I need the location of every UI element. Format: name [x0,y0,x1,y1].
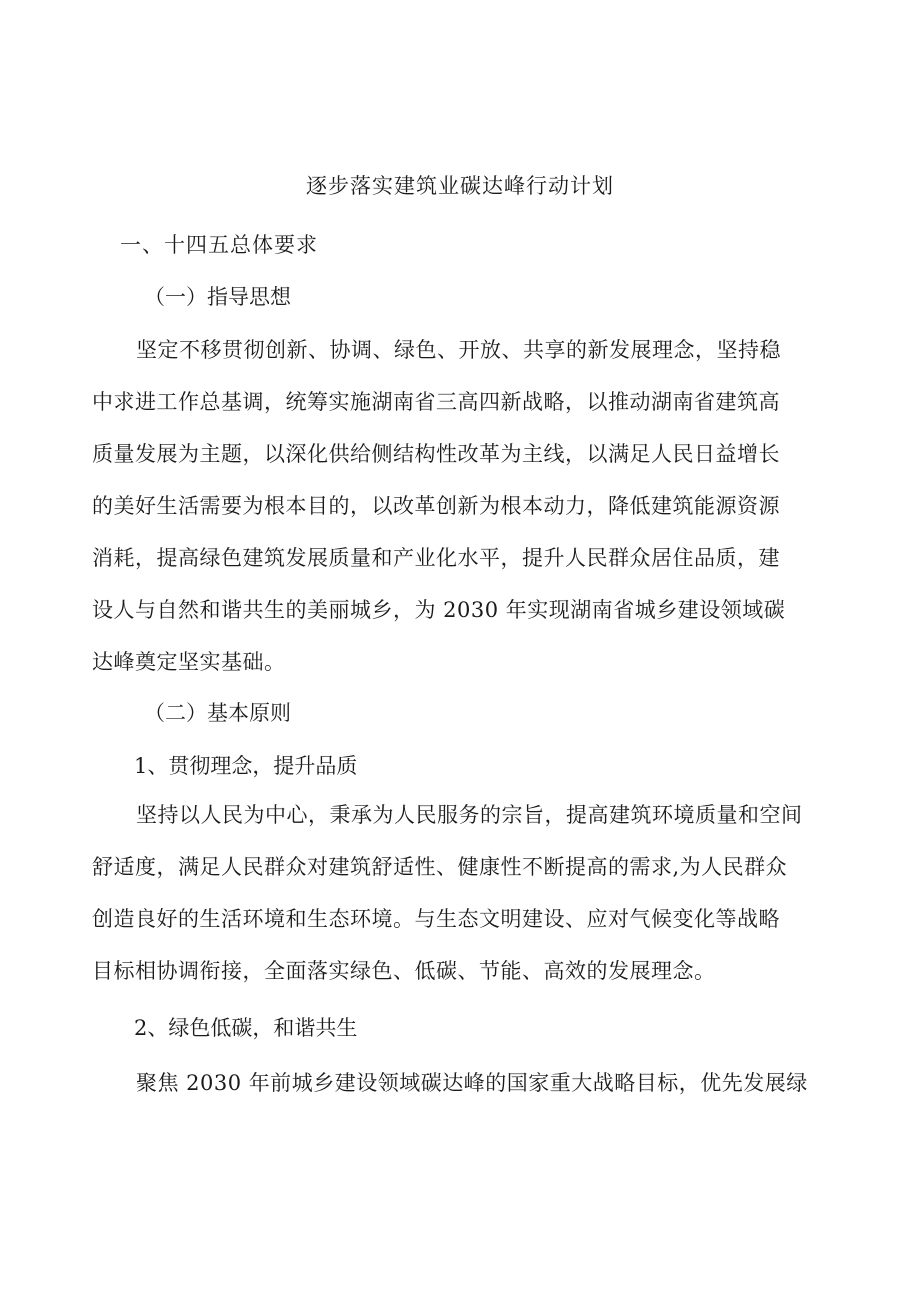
subsection-heading-guiding-ideology: （一）指导思想 [144,285,291,309]
paragraph-line: 设人与自然和谐共生的美丽城乡，为 2030 年实现湖南省城乡建设领域碳 [92,598,786,622]
paragraph-guiding-ideology [92,335,844,699]
paragraph-line: 达峰奠定坚实基础。 [92,650,286,674]
paragraph-line: 创造良好的生活环境和生态环境。与生态文明建设、应对气候变化等战略 [92,907,780,931]
paragraph-line: 坚持以人民为中心，秉承为人民服务的宗旨，提高建筑环境质量和空间 [136,803,803,827]
paragraph-line: 质量发展为主题，以深化供给侧结构性改革为主线，以满足人民日益增长 [92,442,780,466]
paragraph-line: 消耗，提高绿色建筑发展质量和产业化水平，提升人民群众居住品质，建 [92,546,780,570]
paragraph-line: 坚定不移贯彻创新、协调、绿色、开放、共享的新发展理念，坚持稳 [136,338,781,362]
section-heading-general-requirements: 一、十四五总体要求 [120,233,318,257]
principle-heading-1: 1、贯彻理念，提升品质 [134,754,358,778]
paragraph-line: 舒适度，满足人民群众对建筑舒适性、健康性不断提高的需求,为人民群众 [92,855,788,879]
paragraph-principle-2 [92,1068,844,1120]
paragraph-line: 中求进工作总基调，统筹实施湖南省三高四新战略，以推动湖南省建筑高 [92,390,780,414]
paragraph-principle-1 [92,800,844,1008]
paragraph-line: 聚焦 2030 年前城乡建设领域碳达峰的国家重大战略目标，优先发展绿 [136,1071,808,1095]
principle-heading-2: 2、绿色低碳，和谐共生 [134,1016,358,1040]
paragraph-line: 目标相协调衔接，全面落实绿色、低碳、节能、高效的发展理念。 [92,959,716,983]
subsection-heading-basic-principles: （二）基本原则 [144,701,291,725]
paragraph-line: 的美好生活需要为根本目的，以改革创新为根本动力，降低建筑能源资源 [92,494,780,518]
document-title: 逐步落实建筑业碳达峰行动计划 [306,174,614,198]
